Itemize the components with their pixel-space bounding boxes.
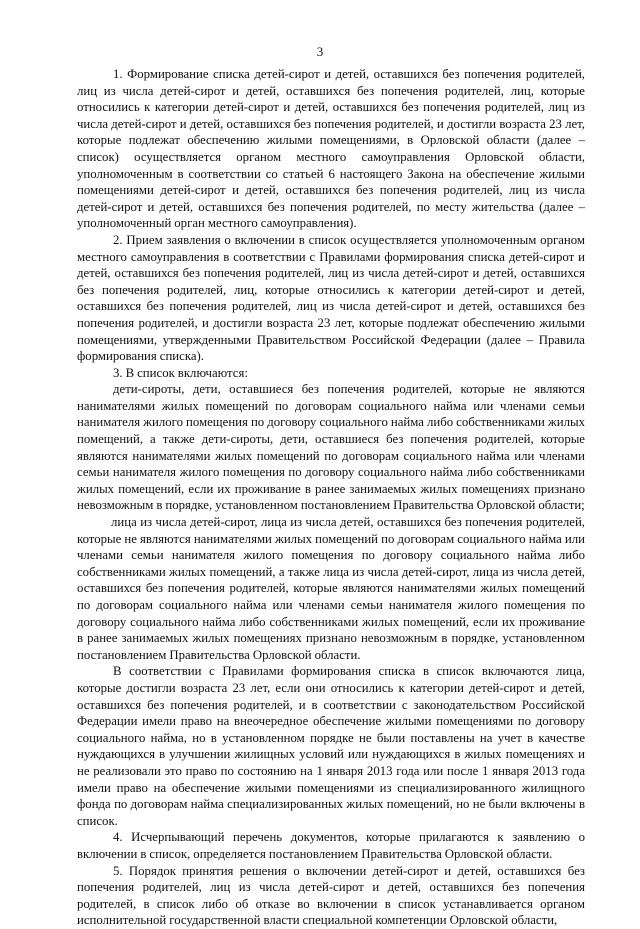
paragraph-orphans-children: дети-сироты, дети, оставшиеся без попечения родителей, которые не являются нанимателями жилых помещений по договорам социального найма или членами семьи нанимателя жилого помещения по договору социального найма либо собственниками жилых помещений, а также дети-сироты, дети, оставшиеся без попечения родителей, которые являются нанимателями жилых помещений по договорам социального найма или членами семьи нанимателя жилого помещения по договору социального найма либо собственниками жилых помещений, если их проживание в ранее занимаемых жилых помещениях признано невозможным в порядке, установленном постановлением Правительства Орловской области; [77, 382, 585, 513]
paragraph-age-23-persons: В соответствии с Правилами формирования списка в список включаются лица, которые достигли возраста 23 лет, если они относились к категории детей-сирот и детей, оставшихся без попечения родителей, и в соответствии с законодательством Российской Федерации имели право на внеочередное обеспечение жилыми помещениями по договору социального найма, но в установленном порядке не были поставлены на учет в качестве нуждающихся в улучшении жилищных условий или нуждающихся в жилых помещениях и не реализовали это право по состоянию на 1 января 2013 года или после 1 января 2013 года имели право на обеспечение жилыми помещениями из специализированного жилищного фонда по договорам найма специализированных жилых помещений, но не были включены в список. [77, 664, 585, 828]
paragraph-1-list-formation: 1. Формирование списка детей-сирот и детей, оставшихся без попечения родителей, лиц из числа детей-сирот и детей, оставшихся без попечения родителей, лиц, которые относились к категории детей-сирот и детей, оставшихся без попечения родителей, лиц из числа детей-сирот и детей, оставшихся без попечения родителей, и достигли возраста 23 лет, которые подлежат обеспечению жилыми помещениями, в Орловской области (далее – список) осуществляется органом местного самоуправления Орловской области, уполномоченным в соответствии со статьей 6 настоящего Закона на обеспечение жилыми помещениями детей-сирот и детей, оставшихся без попечения родителей, лиц из числа детей-сирот и детей, оставшихся без попечения родителей, по месту жительства (далее – уполномоченный орган местного самоуправления). [77, 67, 585, 231]
page-number: 3 [316, 44, 324, 59]
paragraph-4-documents-list: 4. Исчерпывающий перечень документов, которые прилагаются к заявлению о включении в список, определяется постановлением Правительства Орловской области. [77, 830, 585, 861]
paragraph-3-list-includes: 3. В список включаются: [113, 365, 248, 380]
paragraph-persons-from-orphans: лица из числа детей-сирот, лица из числа детей, оставшихся без попечения родителей, которые не являются нанимателями жилых помещений по договорам социального найма или членами семьи нанимателя жилого помещения по договору социального найма либо собственниками жилых помещений, а также лица из числа детей-сирот, лица из числа детей, оставшихся без попечения родителей, которые являются нанимателями жилых помещений по договорам социального найма или членами семьи нанимателя жилого помещения по договору социального найма либо собственниками жилых помещений, если их проживание в ранее занимаемых жилых помещениях признано невозможным в порядке, установленном постановлением Правительства Орловской области. [77, 515, 585, 662]
paragraph-2-application-intake: 2. Прием заявления о включении в список осуществляется уполномоченным органом местного самоуправления в соответствии с Правилами формирования списка детей-сирот и детей, оставшихся без попечения родителей, лиц из числа детей-сирот и детей, оставшихся без попечения родителей, лиц, которые относились к категории детей-сирот и детей, оставшихся без попечения родителей, лиц из числа детей-сирот и детей, оставшихся без попечения родителей, и достигли возраста 23 лет, которые подлежат обеспечению жилыми помещениями, утвержденными Правительством Российской Федерации (далее – Правила формирования списка). [77, 232, 585, 364]
paragraph-5-decision-procedure: 5. Порядок принятия решения о включении детей-сирот и детей, оставшихся без попечения родителей, лиц из числа детей-сирот и детей, оставшихся без попечения родителей, в список либо об отказе во включении в список устанавливается органом исполнительной государственной власти специальной компетенции Орловской области, [77, 863, 585, 928]
document-body [77, 66, 585, 929]
